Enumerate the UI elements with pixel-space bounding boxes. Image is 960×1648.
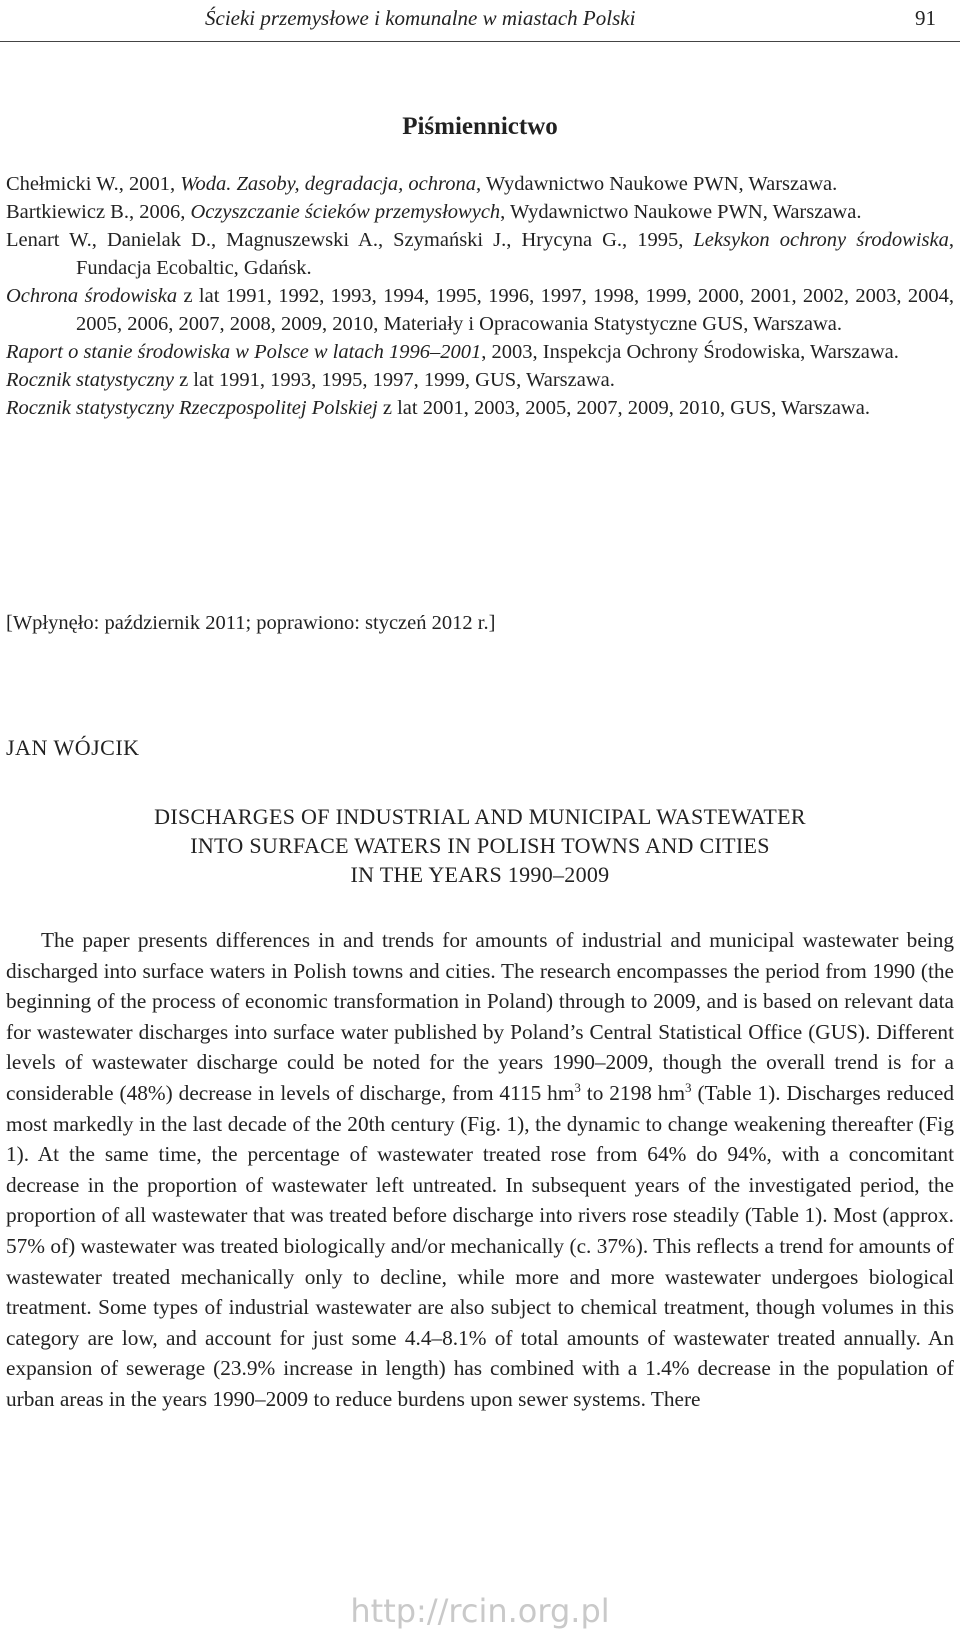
- ref-publisher: z lat 2001, 2003, 2005, 2007, 2009, 2010, GUS, Warszawa.: [377, 397, 870, 419]
- reference-item: [6, 394, 954, 422]
- english-title-line: DISCHARGES OF INDUSTRIAL AND MUNICIPAL WASTEWATER: [154, 804, 806, 829]
- reference-item: [6, 282, 954, 338]
- reference-item: [6, 226, 954, 282]
- ref-authors: Bartkiewicz B., 2006,: [6, 201, 191, 223]
- english-title: [0, 802, 960, 889]
- abstract-paragraph: [6, 925, 954, 1415]
- running-header: [0, 0, 960, 50]
- reference-list: [6, 170, 954, 422]
- superscript: 3: [574, 1079, 581, 1095]
- ref-title: Raport o stanie środowiska w Polsce w latach 1996–2001: [6, 341, 482, 363]
- ref-title: Rocznik statystyczny: [6, 369, 174, 391]
- ref-title: Ochrona środowiska: [6, 285, 178, 307]
- abstract-text: The paper presents differences in and trends for amounts of industrial and municipal wastewater being discharged into surface waters in Polish towns and cities. The research encompasses the period from 1990 (the beginning of the process of economic transformation in Poland) through to 2009, and is based on relevant data for wastewater discharges into surface water published by Poland’s Central Statistical Office (GUS). Different levels of wastewater discharge could be noted for the years 1990–2009, though the overall trend is for a considerable (48%) decrease in levels of discharge, from 4115 hm: [6, 928, 954, 1105]
- page-number: 91: [915, 6, 936, 30]
- ref-publisher: , Fundacja Ecobaltic, Gdańsk.: [76, 229, 954, 279]
- ref-title: Rocznik statystyczny Rzeczpospolitej Polskiej: [6, 397, 378, 419]
- ref-title: Oczyszczanie ścieków przemysłowych: [190, 201, 501, 223]
- ref-title: Woda. Zasoby, degradacja, ochrona: [180, 173, 476, 195]
- header-rule: [0, 41, 960, 42]
- ref-authors: Lenart W., Danielak D., Magnuszewski A., Szymański J., Hrycyna G., 1995,: [6, 229, 694, 251]
- running-title: Ścieki przemysłowe i komunalne w miastach Polski: [205, 6, 636, 30]
- reference-item: [6, 338, 954, 366]
- english-title-line: INTO SURFACE WATERS IN POLISH TOWNS AND CITIES: [190, 833, 770, 858]
- ref-publisher: z lat 1991, 1992, 1993, 1994, 1995, 1996, 1997, 1998, 1999, 2000, 2001, 2002, 2003, 2004, 2005, 2006, 2007, 2008, 2009, 2010, Materiały i Opracowania Statystyczne GUS, Warszawa.: [76, 285, 954, 335]
- footer-url-watermark: http://rcin.org.pl: [350, 1592, 610, 1630]
- reference-item: [6, 198, 954, 226]
- reference-item: [6, 170, 954, 198]
- received-note: [Wpłynęło: październik 2011; poprawiono: styczeń 2012 r.]: [6, 612, 496, 634]
- ref-publisher: , 2003, Inspekcja Ochrony Środowiska, Warszawa.: [481, 341, 899, 363]
- reference-item: [6, 366, 954, 394]
- ref-publisher: , Wydawnictwo Naukowe PWN, Warszawa.: [500, 201, 862, 223]
- english-title-line: IN THE YEARS 1990–2009: [350, 862, 610, 887]
- ref-authors: Chełmicki W., 2001,: [6, 173, 181, 195]
- ref-publisher: , Wydawnictwo Naukowe PWN, Warszawa.: [475, 173, 838, 195]
- abstract-text: (Table 1). Discharges reduced most markedly in the last decade of the 20th century (Fig. 1), the dynamic to change weakening thereafter (Fig 1). At the same time, the percentage of wastewater treated rose from 64% do 94%, with a concomitant decrease in the proportion of wastewater left untreated. In subsequent years of the investigated period, the proportion of all wastewater that was treated before discharge into rivers rose steadily (Table 1). Most (approx. 57% of) wastewater was treated biologically and/or mechanically (c. 37%). This reflects a trend for amounts of wastewater treated mechanically only to decline, while more and more wastewater undergoes biological treatment. Some types of industrial wastewater are also subject to chemical treatment, though volumes in this category are low, and account for just some 4.4–8.1% of total amounts of wastewater treated annually. An expansion of sewerage (23.9% increase in length) has combined with a 1.4% decrease in the population of urban areas in the years 1990–2009 to reduce burdens upon sewer systems. There: [6, 1080, 955, 1411]
- abstract-text: to 2198 hm: [580, 1080, 686, 1105]
- section-title: Piśmiennictwo: [402, 113, 558, 140]
- author-name: JAN WÓJCIK: [6, 735, 140, 760]
- ref-publisher: z lat 1991, 1993, 1995, 1997, 1999, GUS, Warszawa.: [173, 369, 615, 391]
- ref-title: Leksykon ochrony środowiska: [693, 229, 949, 251]
- superscript: 3: [685, 1079, 692, 1095]
